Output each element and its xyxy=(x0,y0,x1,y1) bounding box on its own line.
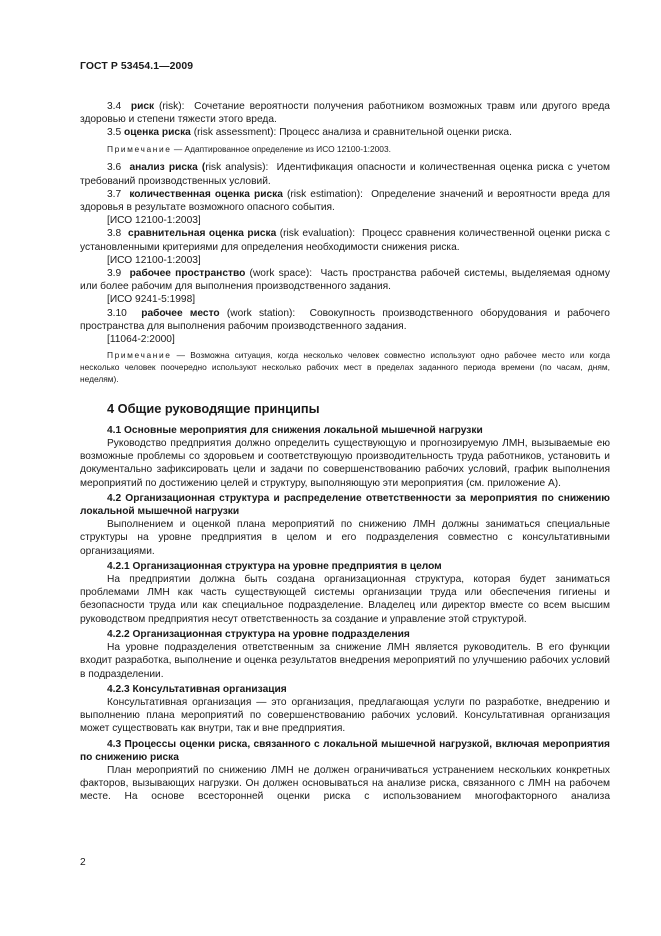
term-3-10: 3.10 рабочее место (work station): Совокупность производственного оборудования и рабочего пространства для выполнения рабочим производственного задания. xyxy=(80,307,610,332)
document-body xyxy=(80,100,610,804)
term-3-8-reference: [ИСО 12100-1:2003] xyxy=(107,254,201,266)
term-3-7-reference: [ИСО 12100-1:2003] xyxy=(107,215,201,227)
document-header: ГОСТ Р 53454.1—2009 xyxy=(80,61,194,72)
section-4-2-heading: 4.2 Организационная структура и распределение ответственности за мероприятия по снижению локальной мышечной нагрузки xyxy=(80,492,610,518)
term-3-9-reference: [ИСО 9241-5:1998] xyxy=(107,294,196,306)
section-4-2-2-text: На уровне подразделения ответственным за снижение ЛМН является руководитель. В его функции входит разработка, выполнение и оценка результатов внедрения мероприятий по улучшению рабочих условий в подразделении. xyxy=(80,642,610,680)
section-4-2-3-heading: 4.2.3 Консультативная организация xyxy=(107,683,287,695)
section-4-2-text: Выполнением и оценкой плана мероприятий по снижению ЛМН должны заниматься специальные структуры на уровне предприятия в целом и его подразделения совместно с консультативными организациями. xyxy=(80,519,610,557)
term-3-9: 3.9 рабочее пространство (work space): Часть пространства рабочей системы, выделяемая одному или более рабочим для выполнения производственного задания. xyxy=(80,268,610,293)
section-4-2-3-text: Консультативная организация — это организация, предлагающая услуги по разработке, внедрению и выполнению плана мероприятий по совершенствованию рабочих условий. Консультативная организация может существовать как внутри, так и вне предприятия. xyxy=(80,696,610,735)
page-number: 2 xyxy=(80,857,86,868)
term-3-10-reference: [11064-2:2000] xyxy=(107,334,175,346)
term-3-7: 3.7 количественная оценка риска (risk estimation): Определение значений и вероятности вреда для здоровья в результате возможного опасного события. xyxy=(80,188,610,214)
note-1: Примечание — Адаптированное определение из ИСО 12100-1:2003. xyxy=(107,143,391,154)
note-2: Примечание — Возможна ситуация, когда несколько человек совместно используют одно рабочее место или когда несколько человек поочередно используют несколько рабочих мест в пределах заданного периода времени (по часам, дням, неделям). xyxy=(80,350,610,384)
term-3-6: 3.6 анализ риска (risk analysis): Идентификация опасности и количественная оценка риска с учетом требований производственных условий. xyxy=(80,162,610,187)
term-3-8: 3.8 сравнительная оценка риска (risk evaluation): Процесс сравнения количественной оценки риска с установленными критериями для определения необходимости снижения риска. xyxy=(80,228,610,253)
term-3-5: 3.5 оценка риска (risk assessment): Процесс анализа и сравнительной оценки риска. xyxy=(107,127,512,139)
section-4-2-1-text: На предприятии должна быть создана организационная структура, которая будет заниматься проблемами ЛМН как часть существующей системы организации труда или обеспечения гигиены и безопасности труда или как специальное подразделение. Владелец или директор вместе со всем высшим руководством предприятия несут ответственность за создание и управление этой структурой. xyxy=(80,574,610,625)
term-3-4: 3.4 риск (risk): Сочетание вероятности получения работником возможных травм или другого вреда здоровью и степени тяжести этого вреда. xyxy=(80,101,610,126)
section-4-title: 4 Общие руководящие принципы xyxy=(107,400,320,416)
section-4-1-text: Руководство предприятия должно определить существующую и прогнозируемую ЛМН, вызываемые ею возможные проблемы со здоровьем и соответствующую производительность труда работников, установить и документально зафиксировать цели и задачи по совершенствованию рабочих условий, график выполнения мероприятий по достижению целей и структуру, выполняющую эти мероприятия (см. приложение А). xyxy=(80,438,610,489)
section-4-2-1-heading: 4.2.1 Организационная структура на уровне предприятия в целом xyxy=(107,560,442,572)
section-4-1-heading: 4.1 Основные мероприятия для снижения локальной мышечной нагрузки xyxy=(107,424,483,436)
section-4-3-text: План мероприятий по снижению ЛМН не должен ограничиваться устранением нескольких конкретных факторов, вызывающих нагрузки. Он должен основываться на анализе риска, связанного с ЛМН на рабочем месте. На основе всесторонней оценки риска с использованием многофакторного анализа xyxy=(80,764,610,803)
section-4-3-heading: 4.3 Процессы оценки риска, связанного с локальной мышечной нагрузкой, включая мероприятия по снижению риска xyxy=(80,738,610,763)
section-4-2-2-heading: 4.2.2 Организационная структура на уровне подразделения xyxy=(107,628,410,640)
